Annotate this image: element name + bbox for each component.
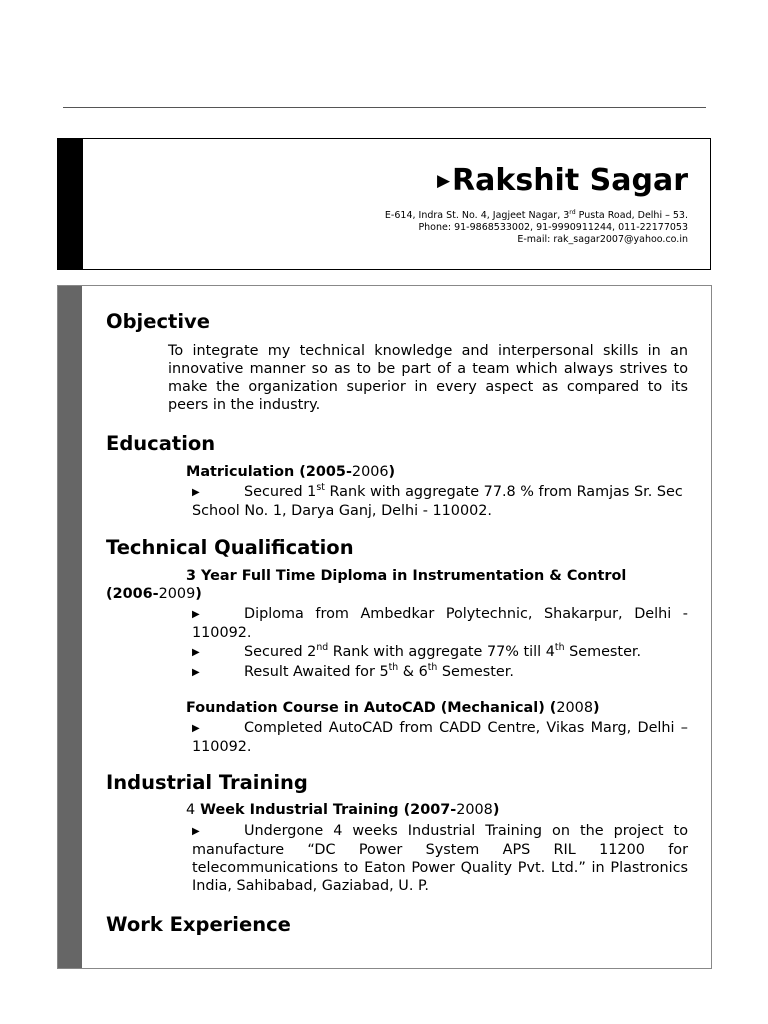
address: E-614, Indra St. No. 4, Jagjeet Nagar, 3rd Pusta Road, Delhi – 53. <box>384 208 688 221</box>
candidate-name: ▶Rakshit Sagar <box>436 163 688 198</box>
autocad-bullet: ▶ Completed AutoCAD from CADD Centre, Vikas Marg, Delhi – 110092. <box>192 720 688 755</box>
diploma-bullet-1: ▶ Diploma from Ambedkar Polytechnic, Shakarpur, Delhi - 110092. <box>192 606 688 641</box>
phone: Phone: 91-9868533002, 91-9990911244, 011-22177053 <box>418 222 688 233</box>
bullet-icon: ▶ <box>192 723 200 734</box>
objective-text: To integrate my technical knowledge and interpersonal skills in an innovative manner so as to be part of a team which always strives to make the organization superior in every aspect as compared to its peers in the industry. <box>168 343 688 413</box>
education-bullet: ▶ Secured 1st Rank with aggregate 77.8 % from Ramjas Sr. Sec School No. 1, Darya Ganj, Delhi - 110002. <box>192 482 683 519</box>
diploma-years: (2006-2009) <box>106 586 202 602</box>
training-title: 4 Week Industrial Training (2007-2008) <box>186 802 500 818</box>
autocad-title: Foundation Course in AutoCAD (Mechanical) (2008) <box>186 700 600 716</box>
diploma-title: 3 Year Full Time Diploma in Instrumentation & Control <box>186 568 627 584</box>
bullet-icon: ▶ <box>192 826 200 837</box>
education-title: Matriculation (2005-2006) <box>186 464 396 480</box>
header-accent-bar <box>58 139 83 269</box>
contact-details <box>385 210 688 246</box>
diploma-bullet-3: ▶ Result Awaited for 5th & 6th Semester. <box>192 662 514 680</box>
top-rule <box>63 107 706 108</box>
bullet-icon: ▶ <box>192 487 200 498</box>
header-box <box>57 138 711 270</box>
training-bullet: ▶ Undergone 4 weeks Industrial Training on the project to manufacture “DC Power System APS RIL 11200 for telecommunications to Eaton Power Quality Pvt. Ltd.” in Plastronics India, Sahibabad, Gaziabad, U. P. <box>192 823 688 894</box>
diploma-bullet-2: ▶ Secured 2nd Rank with aggregate 77% till 4th Semester. <box>192 642 642 660</box>
email: E-mail: rak_sagar2007@yahoo.co.in <box>517 234 688 245</box>
objective-heading: Objective <box>106 310 210 333</box>
bullet-icon: ▶ <box>192 667 200 678</box>
education-heading: Education <box>106 432 216 455</box>
body-accent-bar <box>58 286 82 968</box>
bullet-icon: ▶ <box>192 609 200 620</box>
technical-heading: Technical Qualification <box>106 536 354 559</box>
training-heading: Industrial Training <box>106 771 308 794</box>
bullet-icon: ▶ <box>192 647 200 658</box>
work-heading: Work Experience <box>106 913 291 936</box>
arrow-icon: ▶ <box>436 171 451 191</box>
